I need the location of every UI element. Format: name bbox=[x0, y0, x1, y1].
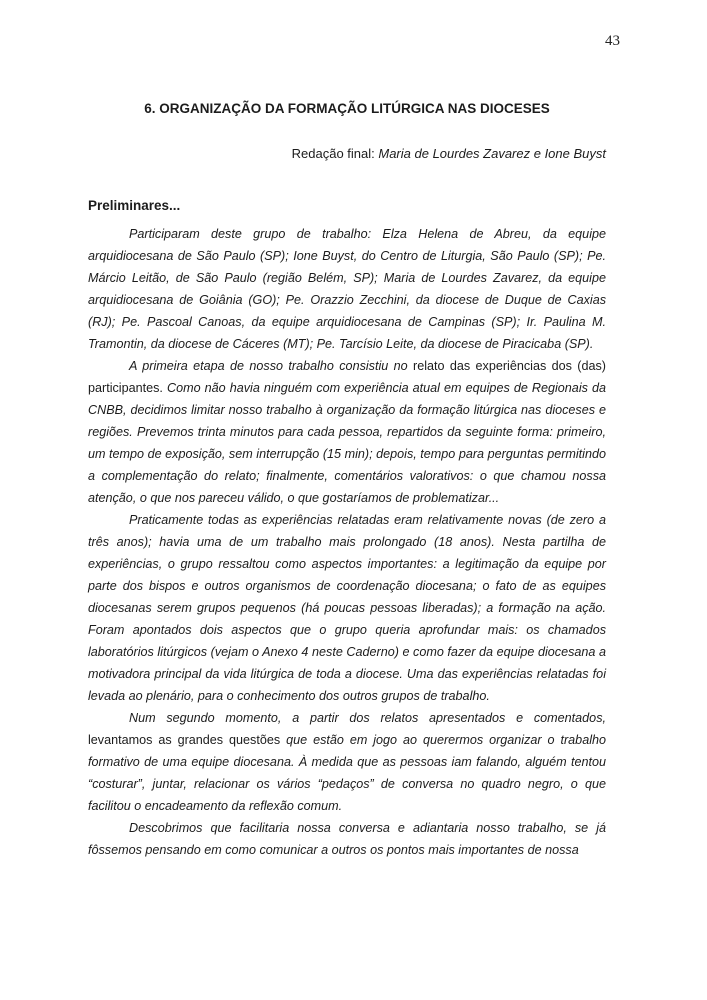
text-run: Praticamente todas as experiências relatadas eram relativamente novas (de zero a três anos); havia uma de um trabalho mais prolongado (18 anos). Nesta partilha de experiências, o grupo ressaltou como aspectos importantes: a legitimação da equipe por parte dos bispos e outros organismos de coordenação diocesana; o fato de as equipes diocesanas serem grupos pequenos (há poucas pessoas liberadas); a formação na ação. Foram apontados dois aspectos que o grupo queria aprofundar mais: os chamados laboratórios litúrgicos (vejam o Anexo 4 neste Caderno) e como fazer da equipe diocesana a motivadora principal da vida litúrgica de toda a diocese. Uma das experiências relatadas foi levada ao plenário, para o conhecimento dos outros grupos de trabalho. bbox=[88, 513, 606, 703]
text-run: levantamos as grandes questões bbox=[88, 733, 287, 747]
body-text bbox=[88, 223, 606, 861]
text-run: Participaram deste grupo de trabalho: Elza Helena de Abreu, da equipe arquidiocesana de São Paulo (SP); Ione Buyst, do Centro de Liturgia, São Paulo (SP); Pe. Márcio Leitão, de São Paulo (região Belém, SP); Maria de Lourdes Zavarez, da equipe arquidiocesana de Goiânia (GO); Pe. Orazzio Zecchini, da diocese de Duque de Caxias (RJ); Pe. Pascoal Canoas, da equipe arquidiocesana de Campinas (SP); Ir. Paulina M. Tramontin, da diocese de Cáceres (MT); Pe. Tarcísio Leite, da diocese de Piracicaba (SP). bbox=[88, 227, 606, 351]
text-run: que estão em jogo ao querermos organizar o trabalho formativo de uma equipe diocesana. À medida que as pessoas iam falando, alguém tentou “costurar”, juntar, relacionar os vários “pedaços” de conversa no quadro negro, o que facilitou o encadeamento da reflexão comum. bbox=[88, 733, 606, 813]
page-content bbox=[88, 0, 606, 861]
paragraph-2 bbox=[88, 355, 606, 509]
text-run: Como não havia ninguém com experiência atual em equipes de Regionais da CNBB, decidimos limitar nosso trabalho à organização da formação litúrgica nas dioceses e regiões. Prevemos trinta minutos para cada pessoa, repartidos da seguinte forma: primeiro, um tempo de exposição, sem interrupção (15 min); depois, tempo para perguntas permitindo a complementação do relato; finalmente, comentários valorativos: o que chamou nossa atenção, o que nos pareceu válido, o que gostaríamos de problematizar... bbox=[88, 381, 606, 505]
page-number: 43 bbox=[605, 33, 620, 49]
section-heading: Preliminares... bbox=[88, 198, 181, 213]
chapter-title: 6. ORGANIZAÇÃO DA FORMAÇÃO LITÚRGICA NAS DIOCESES bbox=[144, 101, 550, 116]
text-run: A primeira etapa de nosso trabalho consistiu no bbox=[129, 359, 414, 373]
text-run: Num segundo momento, a partir dos relatos apresentados e comentados, bbox=[129, 711, 606, 725]
text-run: relato das experiências dos (das) participantes. bbox=[88, 359, 606, 395]
byline bbox=[88, 144, 606, 163]
byline-prefix: Redação final: bbox=[291, 146, 379, 161]
paragraph-5 bbox=[88, 817, 606, 861]
paragraph-3 bbox=[88, 509, 606, 707]
paragraph-4 bbox=[88, 707, 606, 817]
byline-authors: Maria de Lourdes Zavarez e Ione Buyst bbox=[378, 146, 606, 161]
text-run: Descobrimos que facilitaria nossa conversa e adiantaria nosso trabalho, se já fôssemos pensando em como comunicar a outros os pontos mais importantes de nossa bbox=[88, 821, 606, 857]
paragraph-1 bbox=[88, 223, 606, 355]
